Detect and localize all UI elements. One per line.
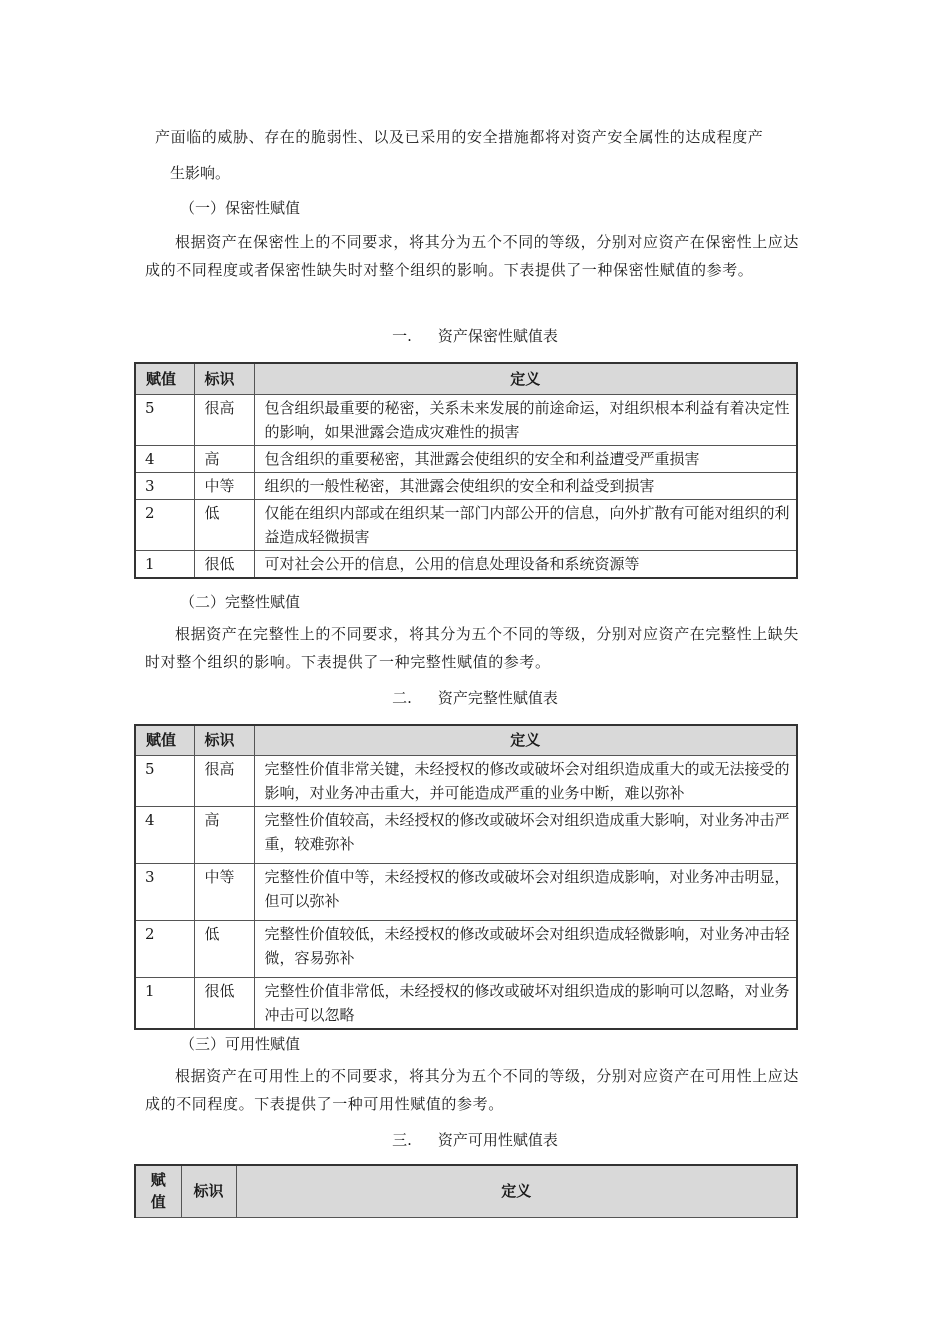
cell-value: 4 <box>135 445 194 472</box>
confidentiality-heading: （一）保密性赋值 <box>180 199 301 217</box>
cell-value: 4 <box>135 806 194 863</box>
integrity-table-caption <box>0 688 950 708</box>
cell-definition: 完整性价值较高，未经授权的修改或破坏会对组织造成重大影响，对业务冲击严重，较难弥补 <box>254 806 797 863</box>
table-row <box>135 920 797 977</box>
caption-title: 资产保密性赋值表 <box>437 327 558 345</box>
table-row <box>135 394 797 445</box>
cell-level: 很低 <box>194 550 254 578</box>
cell-level: 低 <box>194 499 254 550</box>
cell-definition: 完整性价值非常低，未经授权的修改或破坏对组织造成的影响可以忽略，对业务冲击可以忽略 <box>254 977 797 1029</box>
table-row <box>135 863 797 920</box>
header-level: 标识 <box>181 1165 236 1217</box>
cell-value: 1 <box>135 550 194 578</box>
cell-level: 高 <box>194 445 254 472</box>
confidentiality-table-caption <box>0 326 950 346</box>
table-row <box>135 755 797 806</box>
confidentiality-paragraph: 根据资产在保密性上的不同要求，将其分为五个不同的等级，分别对应资产在保密性上应达成的不同程度或者保密性缺失时对整个组织的影响。下表提供了一种保密性赋值的参考。 <box>145 233 800 279</box>
availability-paragraph: 根据资产在可用性上的不同要求，将其分为五个不同的等级，分别对应资产在可用性上应达成的不同程度。下表提供了一种可用性赋值的参考。 <box>145 1067 800 1113</box>
header-definition: 定义 <box>254 363 797 394</box>
integrity-table <box>134 724 798 1030</box>
table-row <box>135 806 797 863</box>
availability-heading: （三）可用性赋值 <box>180 1035 301 1053</box>
cell-level: 中等 <box>194 863 254 920</box>
cell-level: 很高 <box>194 394 254 445</box>
cell-value: 1 <box>135 977 194 1029</box>
header-level: 标识 <box>194 363 254 394</box>
table-row <box>135 445 797 472</box>
cell-level: 中等 <box>194 472 254 499</box>
integrity-heading: （二）完整性赋值 <box>180 593 301 611</box>
cell-value: 3 <box>135 472 194 499</box>
header-value: 赋值 <box>135 725 194 755</box>
table-row <box>135 499 797 550</box>
cell-definition: 可对社会公开的信息，公用的信息处理设备和系统资源等 <box>254 550 797 578</box>
cell-value: 3 <box>135 863 194 920</box>
cell-value: 2 <box>135 920 194 977</box>
cell-value: 2 <box>135 499 194 550</box>
intro-line-1: 产面临的威胁、存在的脆弱性、以及已采用的安全措施都将对资产安全属性的达成程度产 <box>155 128 764 146</box>
integrity-paragraph: 根据资产在完整性上的不同要求，将其分为五个不同的等级，分别对应资产在完整性上缺失时对整个组织的影响。下表提供了一种完整性赋值的参考。 <box>145 625 800 671</box>
cell-definition: 包含组织的重要秘密，其泄露会使组织的安全和利益遭受严重损害 <box>254 445 797 472</box>
cell-definition: 包含组织最重要的秘密，关系未来发展的前途命运，对组织根本利益有着决定性的影响，如果泄露会造成灾难性的损害 <box>254 394 797 445</box>
table-row <box>135 977 797 1029</box>
intro-line-2: 生影响。 <box>170 164 231 182</box>
caption-title: 资产可用性赋值表 <box>437 1131 558 1149</box>
cell-definition: 组织的一般性秘密，其泄露会使组织的安全和利益受到损害 <box>254 472 797 499</box>
caption-number: 一. <box>392 327 412 345</box>
header-value: 赋值 <box>135 363 194 394</box>
availability-table-caption <box>0 1130 950 1150</box>
confidentiality-table <box>134 362 798 579</box>
cell-definition: 完整性价值较低，未经授权的修改或破坏会对组织造成轻微影响，对业务冲击轻微，容易弥补 <box>254 920 797 977</box>
cell-level: 低 <box>194 920 254 977</box>
cell-value: 5 <box>135 755 194 806</box>
header-definition: 定义 <box>236 1165 797 1217</box>
caption-number: 三. <box>392 1131 412 1149</box>
header-level: 标识 <box>194 725 254 755</box>
header-value: 赋值 <box>135 1165 181 1217</box>
caption-title: 资产完整性赋值表 <box>437 689 558 707</box>
availability-table <box>134 1164 798 1218</box>
caption-number: 二. <box>392 689 412 707</box>
cell-level: 很高 <box>194 755 254 806</box>
cell-definition: 完整性价值中等，未经授权的修改或破坏会对组织造成影响，对业务冲击明显，但可以弥补 <box>254 863 797 920</box>
table-row <box>135 550 797 578</box>
table-row <box>135 472 797 499</box>
cell-definition: 完整性价值非常关键，未经授权的修改或破坏会对组织造成重大的或无法接受的影响，对业务冲击重大，并可能造成严重的业务中断，难以弥补 <box>254 755 797 806</box>
cell-definition: 仅能在组织内部或在组织某一部门内部公开的信息，向外扩散有可能对组织的利益造成轻微损害 <box>254 499 797 550</box>
header-definition: 定义 <box>254 725 797 755</box>
cell-value: 5 <box>135 394 194 445</box>
cell-level: 很低 <box>194 977 254 1029</box>
cell-level: 高 <box>194 806 254 863</box>
